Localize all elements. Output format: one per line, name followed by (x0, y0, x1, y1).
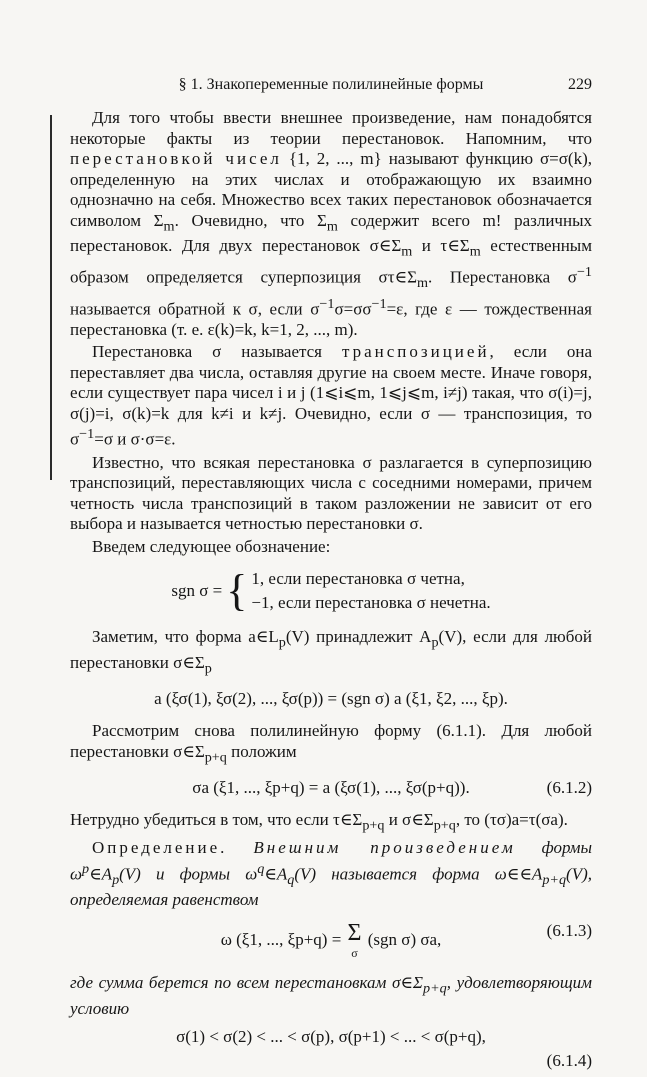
formula-6-1-3: ω (ξ1, ..., ξp+q) = Σ σ (sgn σ) σa, (6.1.3) (220, 919, 592, 960)
sgn-case-even: 1, если перестановка σ четна, (251, 569, 465, 589)
paragraph-definition: Определение. Внешним произведением формы $\omega^p\in A_p(V)$ и формы $\omega^q\in A_q(V)$ называется форма $\omega\in\in A_{p+q}(V)$, определяемая равенством (70, 838, 593, 910)
formula-alternation: a (ξ​σ(1), ξ​σ(2), ..., ξ​σ(p)) = (sgn σ) a (ξ​1, ξ​2, ..., ξ​p). (154, 688, 508, 708)
sgn-case-odd: −1, если перестановка σ нечетна. (251, 593, 491, 613)
formula-6-1-2: σa (ξ1, ..., ξp+q) = a (ξσ(1), ..., ξσ(p+q)). (6.1.2) (192, 777, 592, 797)
sgn-definition (70, 567, 592, 615)
paragraph-alternating-form: Заметим, что форма $a\in L_p(V)$ принадлежит $A_p(V)$, если для любой перестановки $\sigma\in\Sigma_p$ (70, 627, 593, 677)
header-title: § 1. Знакопеременные полилинейные формы (178, 76, 484, 93)
paragraph-composition: Нетрудно убедиться в том, что если $\tau\in\Sigma_{p+q}$ и $\sigma\in\Sigma_{p+q}$, то (τσ)a=τ(σa). (70, 810, 568, 834)
equation-number: (6.1.2) (546, 777, 592, 797)
paragraph-condition: где сумма берется по всем перестановкам $\sigma\in\Sigma_{p+q}$, удовлетворяющим условию (70, 972, 592, 1018)
text-body (70, 108, 592, 1077)
paragraph-action: Рассмотрим снова полилинейную форму (6.1.1). Для любой перестановки $\sigma\in\Sigma_{p+q}$ положим (70, 721, 592, 766)
paragraph-permutations: Для того чтобы ввести внешнее произведение, нам понадобятся некоторые факты из теории перестановок. Напомним, что перестановкой чисел {1, 2, ..., m} называют функцию σ=σ(k), определенную на этих числах и отображающую их взаимно однозначно на себя. Множество всех таких перестановок обозначается символом $\Sigma_m$. Очевидно, что $\Sigma_m$ содержит всего m! различных перестановок. Для двух перестановок $\sigma\in\Sigma_m$ и $\tau\in\Sigma_m$ естественным образом определяется суперпозиция $\sigma\tau\in\Sigma_m$. Перестановка $\sigma^{-1}$ называется обратной к σ, если $\sigma^{-1}\sigma=\sigma\sigma^{-1}=\varepsilon$, где ε — тождественная перестановка (т. е. ε(k)=k, k=1, 2, ..., m). (70, 108, 592, 339)
sgn-lhs: sgn σ = (171, 580, 223, 600)
equation-number: (6.1.3) (546, 920, 592, 940)
paragraph-notation: Введем следующее обозначение: (92, 536, 331, 556)
running-header (70, 76, 592, 94)
equation-number: (6.1.4) (546, 1051, 592, 1071)
page-number: 229 (568, 76, 592, 93)
sum-sign: Σ σ (347, 919, 362, 960)
paragraph-transposition: Перестановка σ называется транспозицией, если она переставляет два числа, оставляя другие на своем месте. Иначе говоря, если существует пара чисел i и j (1⩽i⩽m, 1⩽j⩽m, i≠j) такая, что σ(i)=j, σ(j)=i, σ(k)=k для k≠i и k≠j. Очевидно, если σ — транспозиция, то $\sigma^{-1}=\sigma$ и σ·σ=ε. (70, 342, 592, 450)
left-brace: { (226, 566, 248, 616)
margin-bar (50, 115, 52, 480)
paragraph-parity: Известно, что всякая перестановка σ разлагается в суперпозицию транспозиций, переставляющих числа с соседними номерами, причем четность числа транспозиций в таком разложении не зависит от его выбора и называется четностью перестановки σ. (70, 452, 592, 534)
formula-6-1-4: σ(1) < σ(2) < ... < σ(p), σ(p+1) < ... < σ(p+q), (6.1.4) (176, 1027, 592, 1071)
